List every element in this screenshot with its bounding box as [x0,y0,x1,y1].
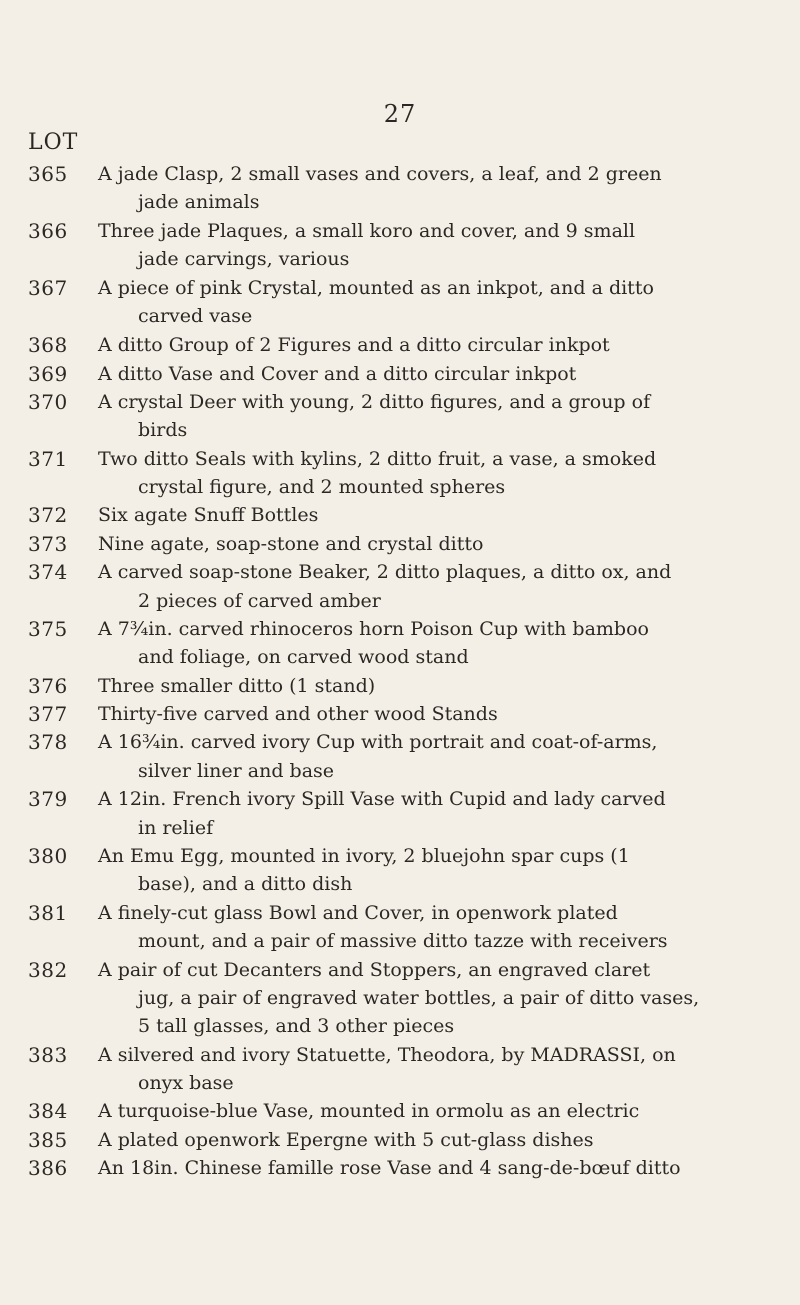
description-continuation: carved vase [138,304,253,327]
description-line: A ditto Group of 2 Figures and a ditto circular inkpot [98,334,610,357]
description-line: Three jade Plaques, a small koro and cover, and 9 small [98,219,636,242]
description-line: An Emu Egg, mounted in ivory, 2 bluejohn spar cups (1 [98,844,630,867]
description-continuation: crystal figure, and 2 mounted spheres [138,476,506,499]
lot-description [98,956,770,1041]
lot-number: 376 [28,673,68,698]
description-line: Six agate Snuff Bottles [98,504,319,527]
lot-description [98,785,770,842]
lot-description [98,615,770,672]
description-line: Thirty-five carved and other wood Stands [98,703,498,726]
description-continuation: jug, a pair of engraved water bottles, a pair of ditto vases, [138,986,700,1009]
lot-description [98,899,770,956]
description-line: A pair of cut Decanters and Stoppers, an engraved claret [98,958,651,981]
lot-description [98,501,770,529]
description-line: A crystal Deer with young, 2 ditto figures, and a group of [98,390,651,413]
lot-number: 366 [28,218,68,243]
description-continuation: and foliage, on carved wood stand [138,646,469,669]
lot-number: 373 [28,531,68,556]
lot-number: 375 [28,616,68,641]
description-line: A carved soap-stone Beaker, 2 ditto plaques, a ditto ox, and [98,561,672,584]
lot-number: 385 [28,1127,68,1152]
lot-number: 386 [28,1156,68,1181]
lot-description [98,445,770,502]
description-line: A jade Clasp, 2 small vases and covers, a leaf, and 2 green [98,163,662,185]
lot-description [98,360,770,388]
description-continuation: onyx base [138,1072,234,1094]
description-continuation: base), and a ditto dish [138,873,353,896]
description-line: A piece of pink Crystal, mounted as an inkpot, and a ditto [98,276,654,299]
lot-column-header: LOT [28,130,79,155]
description-line: Two ditto Seals with kylins, 2 ditto fruit, a vase, a smoked [98,447,657,470]
lot-description [98,672,770,700]
lot-description [98,160,770,217]
description-continuation: in relief [138,816,214,839]
description-continuation: jade animals [138,191,260,214]
lot-number: 371 [28,446,68,471]
lot-number: 382 [28,957,68,982]
lot-description [98,388,770,445]
lot-description [98,530,770,558]
lot-number: 374 [28,560,68,585]
lot-number: 370 [28,389,68,414]
description-line: A 7¾in. carved rhinoceros horn Poison Cup with bamboo [98,617,649,640]
description-line: A 12in. French ivory Spill Vase with Cupid and lady carved [98,788,666,811]
description-line: A turquoise-blue Vase, mounted in ormolu as an electric [98,1100,640,1123]
lot-description [98,217,770,274]
description-line: A finely-cut glass Bowl and Cover, in openwork plated [98,901,618,924]
description-line: A plated openwork Epergne with 5 cut-glass dishes [98,1128,594,1151]
description-continuation: 2 pieces of carved amber [138,589,381,612]
description-continuation: 5 tall glasses, and 3 other pieces [138,1015,455,1038]
lot-description [98,1126,770,1154]
description-continuation: silver liner and base [138,759,335,782]
lot-number: 365 [28,162,68,186]
lot-description [98,842,770,899]
lot-number: 381 [28,900,68,925]
page-number: 27 [383,100,417,128]
lot-description [98,558,770,615]
description-line: A silvered and ivory Statuette, Theodora, by MADRASSI, on [98,1043,676,1066]
lot-number: 378 [28,730,68,755]
lot-description [98,1097,770,1125]
description-line: A 16¾in. carved ivory Cup with portrait and coat-of-arms, [98,731,658,754]
description-line: An 18in. Chinese famille rose Vase and 4 sang-de-bœuf ditto [98,1157,681,1180]
lot-description [98,1154,770,1182]
lot-number: 367 [28,275,68,300]
lot-description [98,700,770,728]
description-line: Nine agate, soap-stone and crystal ditto [98,532,484,555]
description-line: Three smaller ditto (1 stand) [98,674,376,697]
lot-description [98,274,770,331]
description-continuation: mount, and a pair of massive ditto tazze with receivers [138,930,668,953]
description-continuation: jade carvings, various [138,248,350,271]
lot-number: 372 [28,503,68,528]
description-line: A ditto Vase and Cover and a ditto circular inkpot [98,362,577,385]
description-continuation: birds [138,419,188,442]
lot-description [98,728,770,785]
lot-number: 377 [28,702,68,727]
lot-description [98,331,770,359]
lot-number: 380 [28,843,68,868]
lot-number: 369 [28,361,68,386]
lot-description [98,1041,770,1098]
lot-number: 384 [28,1099,68,1124]
lot-number: 379 [28,787,68,812]
lot-number: 368 [28,333,68,358]
lot-number: 383 [28,1042,68,1067]
